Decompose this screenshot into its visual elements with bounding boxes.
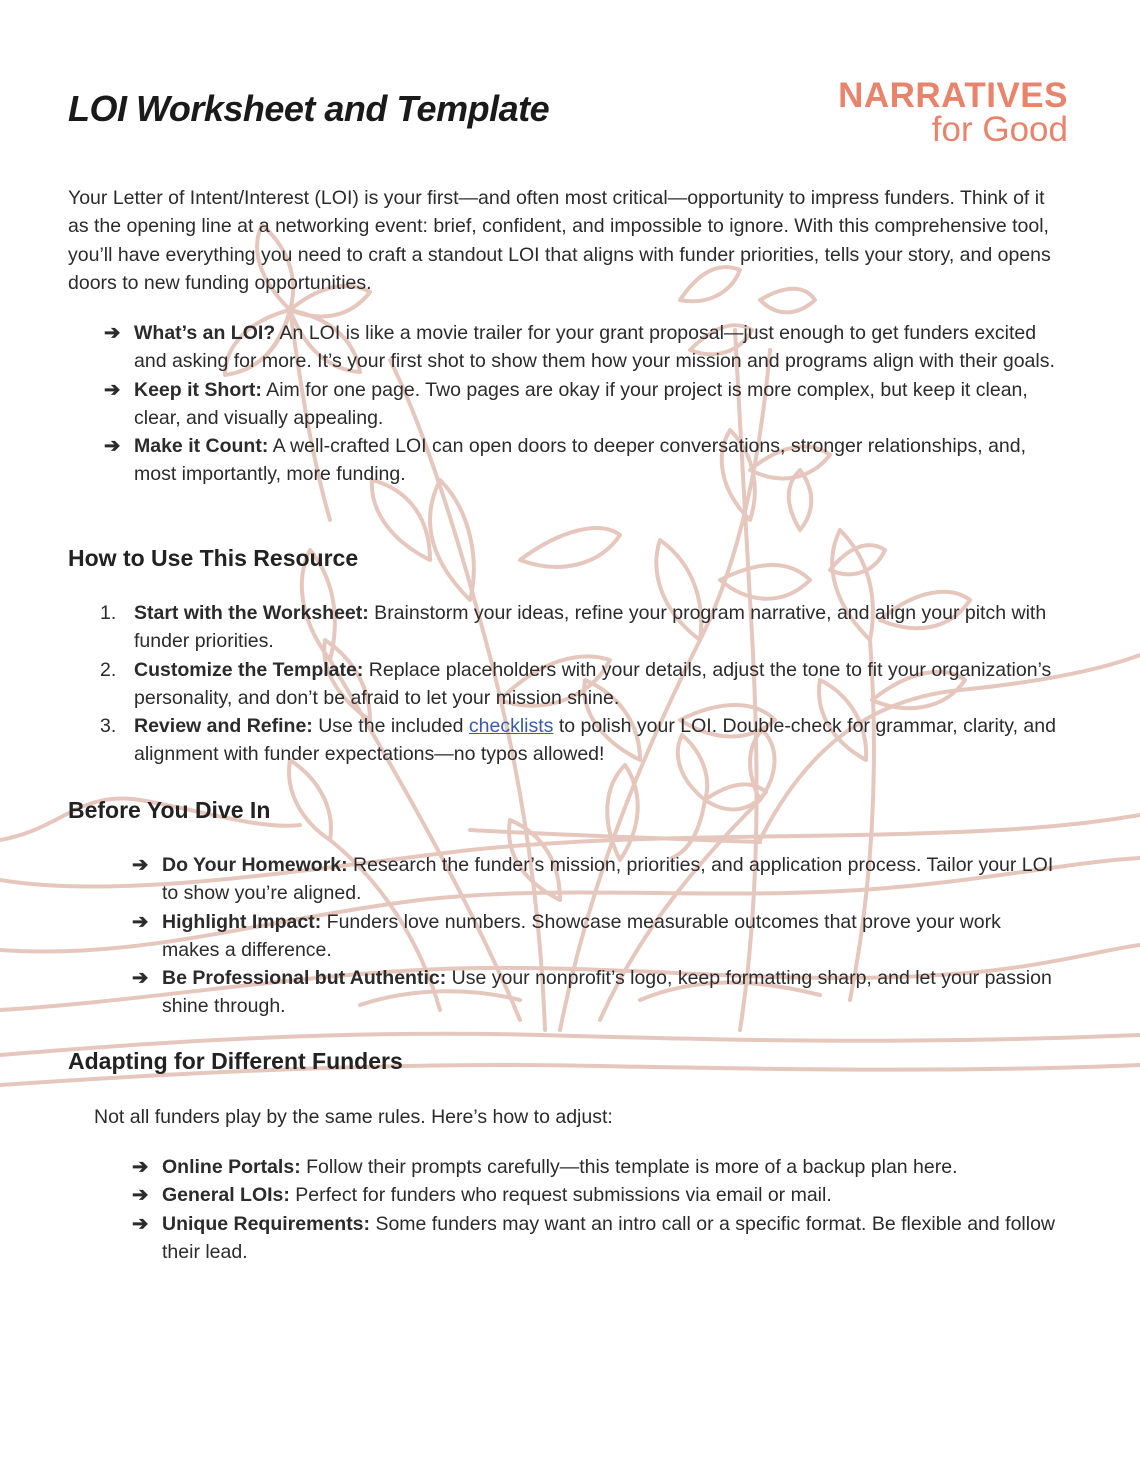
item-label: Do Your Homework:: [162, 854, 348, 876]
leaf: [430, 480, 474, 600]
list-item: [104, 376, 1069, 433]
item-label: Keep it Short:: [134, 378, 262, 401]
list-item: [100, 599, 1069, 656]
list-item: [132, 964, 1062, 1021]
item-label: Online Portals:: [162, 1156, 301, 1178]
list-item: [100, 712, 1069, 769]
narratives-logo: [838, 78, 1068, 148]
item-text: Perfect for funders who request submissions via email or mail.: [289, 1184, 832, 1207]
adapting-points-list: [132, 1153, 1062, 1266]
arrow-icon: ➔: [132, 910, 149, 933]
step-number: 2.: [100, 658, 117, 681]
list-item: [132, 1210, 1062, 1267]
item-label: Start with the Worksheet:: [134, 602, 369, 624]
arrow-icon: ➔: [132, 1212, 149, 1235]
item-label: Customize the Template:: [134, 658, 364, 681]
item-text: Research the funder’s mission, priorities, and application process. Tailor your LOI to show you’re aligned.: [162, 854, 1054, 905]
step-number: 1.: [100, 602, 117, 624]
item-label: Make it Count:: [134, 435, 269, 458]
arrow-icon: ➔: [132, 1184, 149, 1207]
arrow-icon: ➔: [104, 322, 121, 344]
item-text: Use your nonprofit’s logo, keep formatting sharp, and let your passion shine through.: [162, 967, 1052, 1018]
list-item: [100, 656, 1069, 713]
list-item: [132, 908, 1062, 965]
step-number: 3.: [100, 715, 117, 738]
item-label: What’s an LOI?: [134, 322, 276, 344]
arrow-icon: ➔: [132, 854, 149, 876]
item-text: Brainstorm your ideas, refine your program narrative, and align your pitch with funder priorities.: [134, 602, 1047, 653]
item-text: A well-crafted LOI can open doors to deeper conversations, stronger relationships, and, most importantly, more funding.: [134, 435, 1027, 486]
logo-wordmark-bottom: for Good: [931, 110, 1068, 149]
flower: [672, 800, 705, 858]
leaf: [289, 760, 331, 840]
item-label: General LOIs:: [162, 1184, 290, 1207]
list-item: [104, 432, 1069, 489]
item-label: Be Professional but Authentic:: [162, 967, 447, 990]
intro-points-list: [104, 319, 1069, 489]
adapting-lead: Not all funders play by the same rules. Here’s how to adjust:: [94, 1106, 613, 1128]
how-to-steps-list: [100, 599, 1069, 769]
before-points-list: [132, 851, 1062, 1021]
item-text: Some funders may want an intro call or a specific format. Be flexible and follow their lead.: [162, 1212, 1056, 1263]
leaf: [720, 565, 810, 599]
intro-paragraph: Your Letter of Intent/Interest (LOI) is your first—and often most critical—opportunity to impress funders. Think of it as the opening line at a networking event: brief, confident, and impossible to ignore. With this comprehensive tool, you’ll have everything you need to craft a standout LOI that aligns with funder priorities, tells your story, and opens doors to new funding opportunities.: [68, 187, 1051, 294]
list-item: [132, 851, 1062, 908]
item-label: Unique Requirements:: [162, 1212, 371, 1235]
list-item: [104, 319, 1069, 376]
item-text: Funders love numbers. Showcase measurable outcomes that prove your work makes a difference.: [162, 910, 1001, 961]
leaf: [372, 480, 430, 560]
item-text: An LOI is like a movie trailer for your grant proposal—just enough to get funders excited and asking for more. It’s your first shot to show them how your mission and programs align with their goals.: [134, 322, 1055, 373]
list-item: [132, 1181, 1062, 1209]
leaf: [830, 545, 885, 574]
page-title: LOI Worksheet and Template: [68, 88, 550, 129]
logo-wordmark-top: NARRATIVES: [838, 76, 1068, 115]
arrow-icon: ➔: [104, 378, 121, 401]
checklists-link[interactable]: checklists: [468, 715, 554, 738]
item-label: Review and Refine:: [134, 715, 313, 738]
item-text: Aim for one page. Two pages are okay if your project is more complex, but keep it clean, clear, and visually appealing.: [134, 378, 1028, 429]
list-item: [132, 1153, 1062, 1181]
item-text: Replace placeholders with your details, adjust the tone to fit your organization’s personality, and don’t be afraid to let your mission shine.: [134, 658, 1052, 709]
item-text: to polish your LOI. Double-check for grammar, clarity, and alignment with funder expectations—no typos allowed!: [134, 715, 1056, 766]
item-text: Use the included: [312, 715, 469, 738]
section-heading-how-to: How to Use This Resource: [68, 545, 359, 571]
item-text: Follow their prompts carefully—this template is more of a backup plan here.: [300, 1156, 958, 1178]
section-heading-adapting: Adapting for Different Funders: [68, 1048, 403, 1074]
arrow-icon: ➔: [132, 967, 149, 990]
item-label: Highlight Impact:: [162, 910, 322, 933]
section-heading-before: Before You Dive In: [68, 797, 271, 823]
arrow-icon: ➔: [132, 1156, 149, 1178]
leaf: [520, 528, 620, 567]
arrow-icon: ➔: [104, 435, 121, 458]
